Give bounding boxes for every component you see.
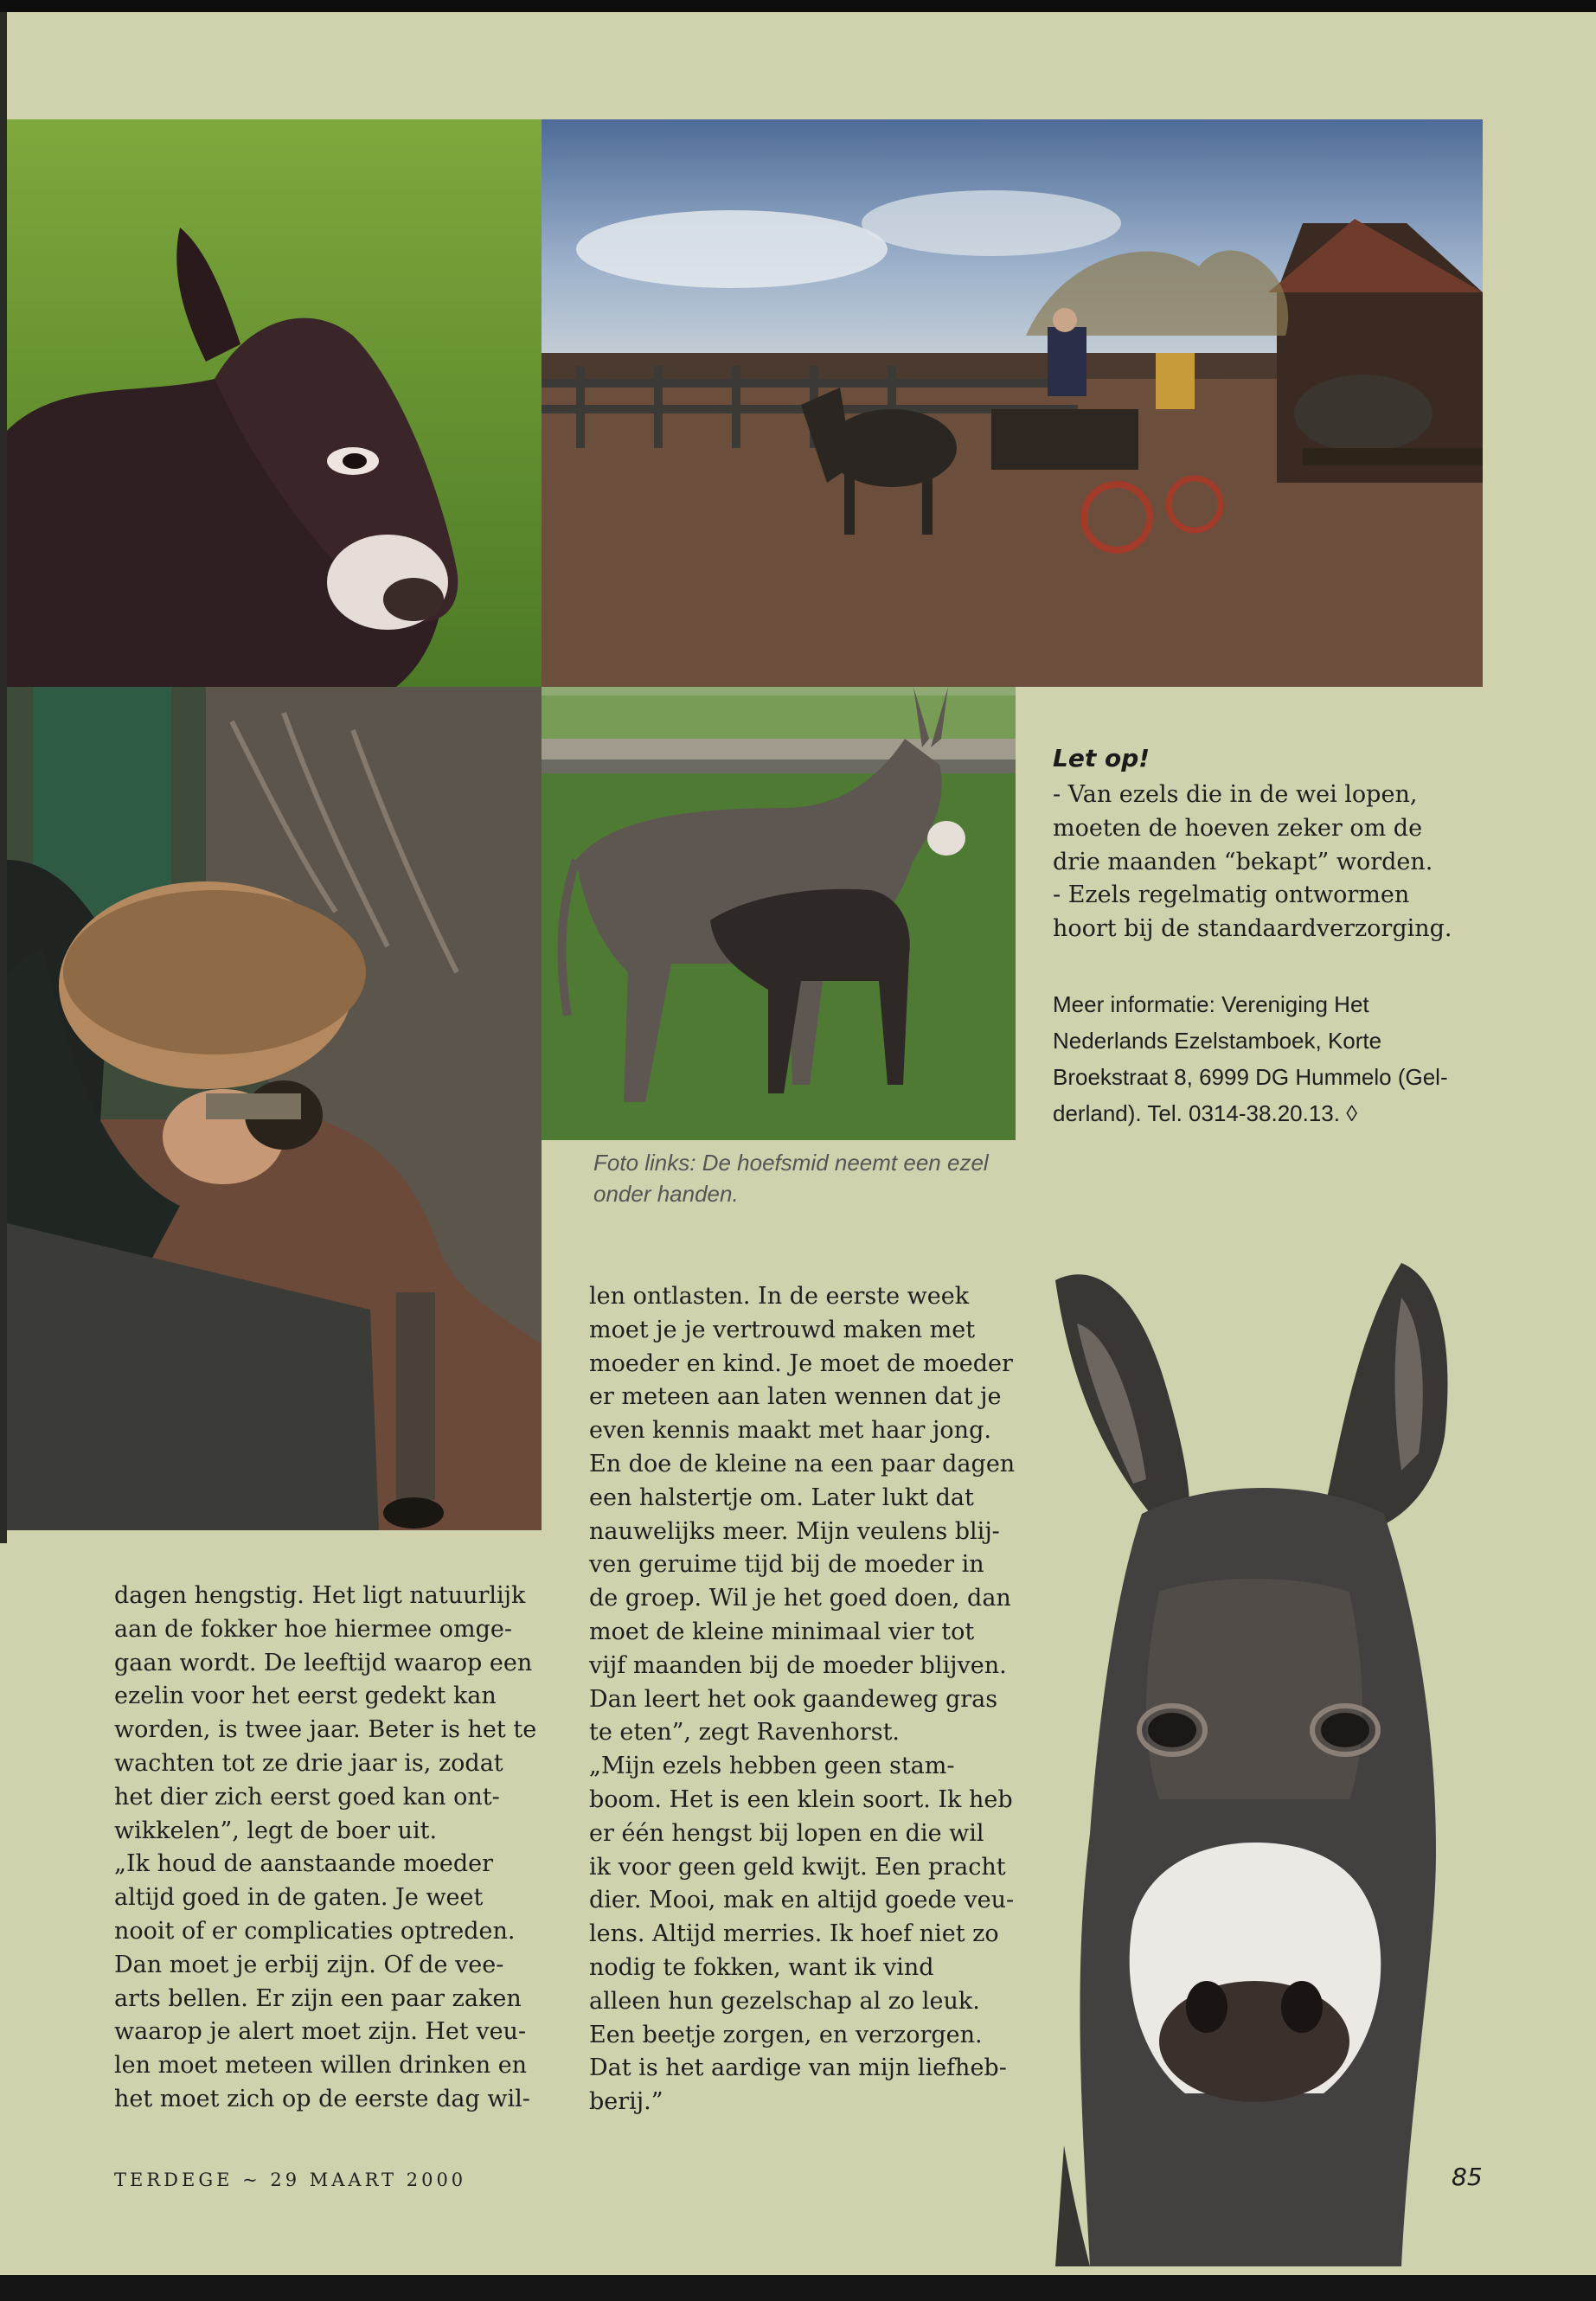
photo-donkey-portrait xyxy=(1038,1263,1479,2266)
article-line: nooit of er complicaties optreden. xyxy=(114,1917,516,1945)
article-line: aan de fokker hoe hiermee omge- xyxy=(114,1615,512,1643)
caption-line: Foto links: De hoefsmid neemt een ezel xyxy=(593,1150,989,1176)
photo-farrier-hoof xyxy=(7,687,542,1530)
article-line: dier. Mooi, mak en altijd goede veu- xyxy=(589,1887,1015,1914)
article-line: „Ik houd de aanstaande moeder xyxy=(114,1850,494,1878)
sidebar-line: moeten de hoeven zeker om de xyxy=(1053,814,1423,842)
sidebar-line: drie maanden “bekapt” worden. xyxy=(1053,848,1433,875)
sidebar-contact-info xyxy=(1053,986,1448,1131)
sidebar-title: Let op! xyxy=(1053,744,1151,772)
bottom-border xyxy=(0,2275,1596,2301)
article-line: de groep. Wil je het goed doen, dan xyxy=(589,1585,1011,1612)
article-line: moet de kleine minimaal vier tot xyxy=(589,1618,975,1645)
sidebar-line: - Ezels regelmatig ontwormen xyxy=(1053,881,1410,909)
article-line: „Mijn ezels hebben geen stam- xyxy=(589,1753,955,1780)
article-line: lens. Altijd merries. Ik hoef niet zo xyxy=(589,1920,999,1948)
article-line: ik voor geen geld kwijt. Een pracht xyxy=(589,1853,1006,1881)
article-line: vijf maanden bij de moeder blijven. xyxy=(589,1651,1007,1679)
article-column-left xyxy=(114,1580,536,2117)
article-line: er één hengst bij lopen en die wil xyxy=(589,1819,984,1847)
article-line: gaan wordt. De leeftijd waarop een xyxy=(114,1649,533,1676)
article-line: te eten”, zegt Ravenhorst. xyxy=(589,1719,901,1747)
article-line: er meteen aan laten wennen dat je xyxy=(589,1383,1002,1411)
article-line: altijd goed in de gaten. Je weet xyxy=(114,1884,484,1912)
info-line: Nederlands Ezelstamboek, Korte xyxy=(1053,1028,1382,1054)
sidebar-line: - Van ezels die in de wei lopen, xyxy=(1053,781,1418,808)
article-line: moet je je vertrouwd maken met xyxy=(589,1316,976,1343)
article-line: dagen hengstig. Het ligt natuurlijk xyxy=(114,1582,526,1609)
article-line: ezelin voor het eerst gedekt kan xyxy=(114,1682,497,1710)
photo-donkey-foal-grass xyxy=(7,119,542,687)
article-line: wikkelen”, legt de boer uit. xyxy=(114,1817,438,1844)
article-line: het dier zich eerst goed kan ont- xyxy=(114,1783,500,1811)
magazine-footer: TERDEGE ~ 29 MAART 2000 xyxy=(114,2170,467,2190)
article-line: ven geruime tijd bij de moeder in xyxy=(589,1551,984,1579)
article-line: Een beetje zorgen, en verzorgen. xyxy=(589,2021,983,2048)
info-line: derland). Tel. 0314-38.20.13. ◊ xyxy=(1053,1100,1358,1126)
sidebar-tips xyxy=(1053,779,1452,946)
article-line: En doe de kleine na een paar dagen xyxy=(589,1450,1016,1477)
article-column-middle xyxy=(589,1280,1015,2119)
article-line: Dan moet je erbij zijn. Of de vee- xyxy=(114,1951,504,1978)
article-line: boom. Het is een klein soort. Ik heb xyxy=(589,1785,1013,1813)
photo-caption xyxy=(593,1147,989,1209)
article-line: een halstertje om. Later lukt dat xyxy=(589,1484,974,1511)
top-border xyxy=(0,0,1596,12)
article-line: Dan leert het ook gaandeweg gras xyxy=(589,1685,998,1713)
article-line: wachten tot ze drie jaar is, zodat xyxy=(114,1749,503,1777)
article-line: len ontlasten. In de eerste week xyxy=(589,1283,970,1310)
photo-donkey-cart-farm xyxy=(542,119,1483,687)
sidebar-line: hoort bij de standaardverzorging. xyxy=(1053,915,1452,943)
article-line: len moet meteen willen drinken en xyxy=(114,2052,528,2080)
article-line: het moet zich op de eerste dag wil- xyxy=(114,2085,530,2112)
page-edge xyxy=(0,12,7,1543)
page-number: 85 xyxy=(1452,2163,1483,2191)
article-line: Dat is het aardige van mijn liefheb- xyxy=(589,2054,1007,2082)
article-line: nauwelijks meer. Mijn veulens blij- xyxy=(589,1517,1000,1545)
article-line: arts bellen. Er zijn een paar zaken xyxy=(114,1984,522,2012)
article-line: alleen hun gezelschap al zo leuk. xyxy=(589,1987,980,2015)
article-line: nodig te fokken, want ik vind xyxy=(589,1953,934,1981)
photo-donkey-mother-foal xyxy=(542,687,1016,1140)
article-line: worden, is twee jaar. Beter is het te xyxy=(114,1716,537,1744)
article-line: even kennis maakt met haar jong. xyxy=(589,1417,991,1445)
info-line: Meer informatie: Vereniging Het xyxy=(1053,991,1369,1017)
article-line: moeder en kind. Je moet de moeder xyxy=(589,1349,1013,1377)
caption-line: onder handen. xyxy=(593,1181,739,1207)
article-line: waarop je alert moet zijn. Het veu- xyxy=(114,2018,527,2046)
info-line: Broekstraat 8, 6999 DG Hummelo (Gel- xyxy=(1053,1064,1448,1090)
article-line: berij.” xyxy=(589,2088,663,2116)
